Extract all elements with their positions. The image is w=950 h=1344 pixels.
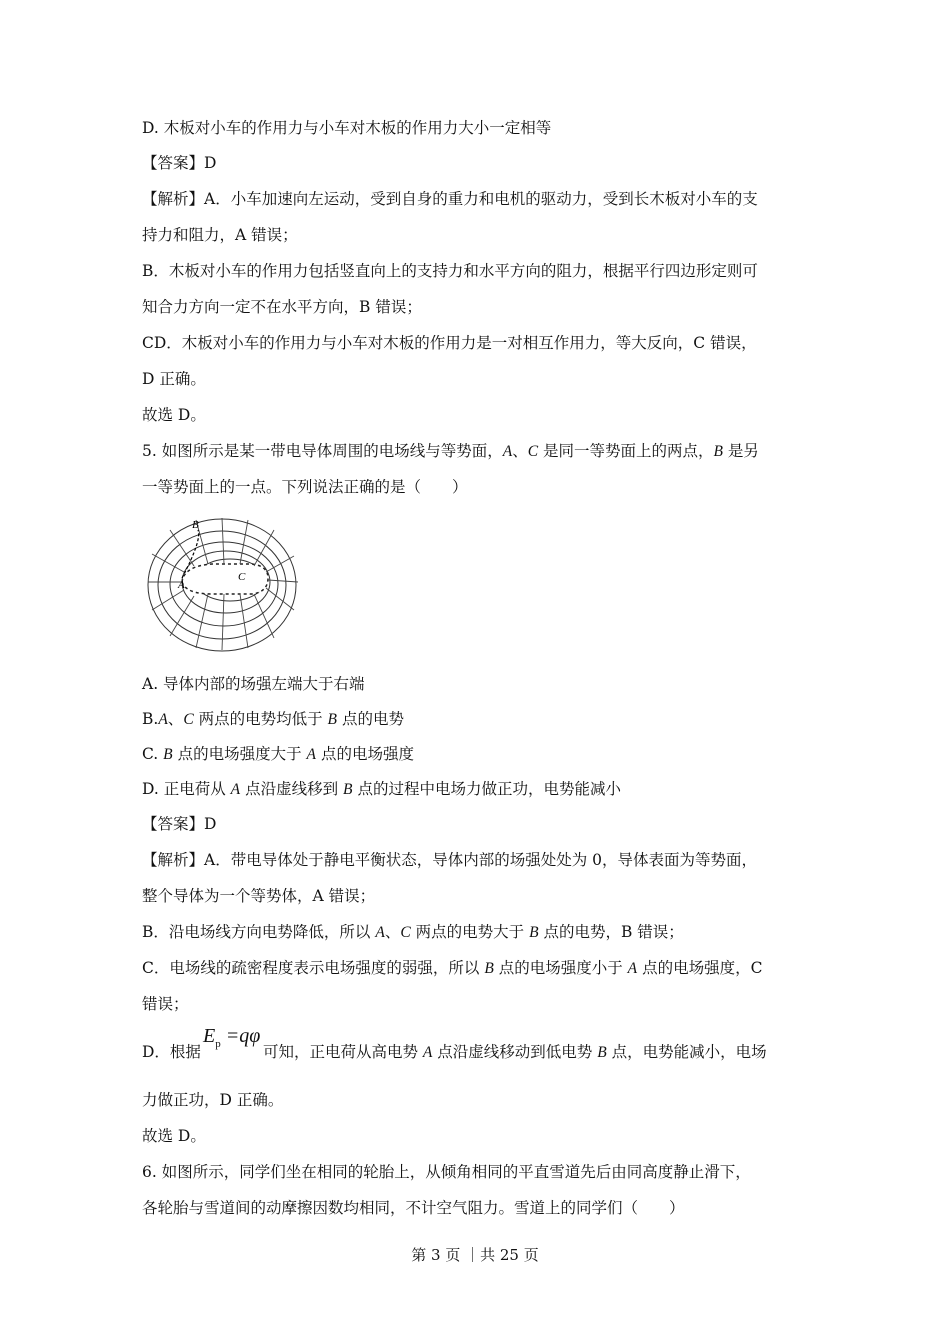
q4-analysis-line-6: D 正确。 bbox=[142, 370, 206, 388]
electric-field-figure bbox=[142, 510, 302, 660]
q4-analysis-line-5: CD．木板对小车的作用力与小车对木板的作用力是一对相互作用力，等大反向，C 错误， bbox=[142, 334, 757, 352]
q5-option-a: A. 导体内部的场强左端大于右端 bbox=[142, 675, 365, 693]
q5-analysis-line-4: C．电场线的疏密程度表示电场强度的弱强，所以 B 点的电场强度小于 A 点的电场强度，C bbox=[142, 959, 763, 977]
q4-analysis-line-4: 知合力方向一定不在水平方向，B 错误； bbox=[142, 298, 422, 316]
q4-conclusion: 故选 D。 bbox=[142, 406, 206, 424]
q5-option-d: D. 正电荷从 A 点沿虚线移到 B 点的过程中电场力做正功，电势能减小 bbox=[142, 780, 621, 798]
q4-answer: 【答案】D bbox=[142, 154, 217, 172]
q5-analysis-line-2: 整个导体为一个等势体，A 错误； bbox=[142, 887, 376, 905]
q4-analysis-line-1: 【解析】A．小车加速向左运动，受到自身的重力和电机的驱动力，受到长木板对小车的支 bbox=[142, 190, 758, 208]
q5-analysis-line-3: B．沿电场线方向电势降低，所以 A、C 两点的电势大于 B 点的电势，B 错误； bbox=[142, 923, 684, 941]
q6-stem-line-2: 各轮胎与雪道间的动摩擦因数均相同，不计空气阻力。雪道上的同学们（ ） bbox=[142, 1199, 685, 1217]
q4-analysis-line-3: B．木板对小车的作用力包括竖直向上的支持力和水平方向的阻力，根据平行四边形定则可 bbox=[142, 262, 758, 280]
q5-analysis-line-7: 力做正功，D 正确。 bbox=[142, 1091, 284, 1109]
svg-text:B: B bbox=[192, 519, 199, 531]
q5-analysis-line-1: 【解析】A．带电导体处于静电平衡状态，导体内部的场强处处为 0，导体表面为等势面， bbox=[142, 851, 757, 869]
q5-analysis-line-6: D．根据 可知，正电荷从高电势 A 点沿虚线移动到低电势 B 点，电势能减小，电场 bbox=[142, 1043, 767, 1061]
q5-option-b: B.A、C 两点的电势均低于 B 点的电势 bbox=[142, 710, 404, 728]
q5-analysis-line-5: 错误； bbox=[142, 995, 189, 1013]
q5-stem-line-2: 一等势面上的一点。下列说法正确的是（ ） bbox=[142, 478, 468, 496]
q4-analysis-line-2: 持力和阻力，A 错误； bbox=[142, 226, 298, 244]
svg-text:C: C bbox=[238, 571, 246, 583]
q5-stem-line-1: 5. 如图所示是某一带电导体周围的电场线与等势面，A、C 是同一等势面上的两点，B 是另 bbox=[142, 442, 759, 460]
q6-stem-line-1: 6. 如图所示，同学们坐在相同的轮胎上，从倾角相同的平直雪道先后由同高度静止滑下， bbox=[142, 1163, 751, 1181]
svg-text:A: A bbox=[178, 579, 185, 591]
q5-answer: 【答案】D bbox=[142, 815, 217, 833]
page-footer: 第 3 页 ｜共 25 页 bbox=[411, 1246, 539, 1264]
q5-option-c: C. B 点的电场强度大于 A 点的电场强度 bbox=[142, 745, 414, 763]
q5-conclusion: 故选 D。 bbox=[142, 1127, 206, 1145]
potential-energy-formula: $E_p =q\varphi$ bbox=[203, 1025, 261, 1050]
q4-option-d: D. 木板对小车的作用力与小车对木板的作用力大小一定相等 bbox=[142, 119, 552, 137]
